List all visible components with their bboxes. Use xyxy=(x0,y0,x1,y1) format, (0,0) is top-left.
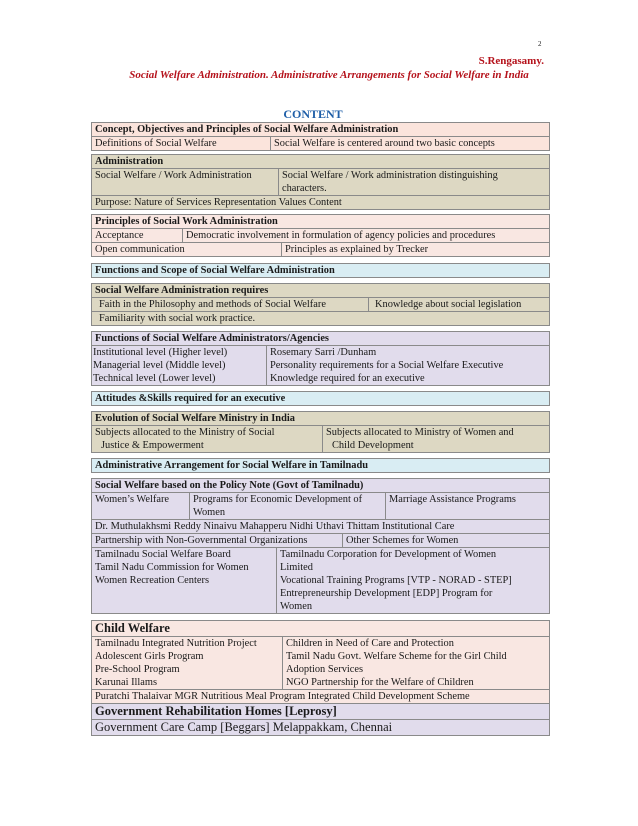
list-item: Adolescent Girls Program xyxy=(95,651,204,662)
section-heading: Government Rehabilitation Homes [Leprosy] xyxy=(95,704,337,718)
cell: Dr. Muthulakhsmi Reddy Ninaivu Mahapperu Nidhi Uthavi Thittam Institutional Care xyxy=(95,521,455,532)
cell-line: Justice & Empowerment xyxy=(101,440,204,451)
list-item: Women xyxy=(280,601,313,612)
cell: Government Care Camp [Beggars] Melappakkam, Chennai xyxy=(95,720,393,734)
section-heading: Concept, Objectives and Principles of Social Welfare Administration xyxy=(95,124,399,135)
cell: Purpose: Nature of Services Representation Values Content xyxy=(95,197,342,208)
cell xyxy=(282,637,549,689)
cell: Puratchi Thalaivar MGR Nutritious Meal Program Integrated Child Development Scheme xyxy=(95,691,470,702)
list-item: Pre-School Program xyxy=(95,664,180,675)
list-item: Technical level (Lower level) xyxy=(93,373,216,384)
section-requires xyxy=(91,283,550,326)
cell: Faith in the Philosophy and methods of Social Welfare xyxy=(99,299,326,310)
section-concept xyxy=(91,122,550,151)
list-item: Tamil Nadu Govt. Welfare Scheme for the Girl Child xyxy=(286,651,507,662)
list-item: Managerial level (Middle level) xyxy=(93,360,226,371)
list-item: Knowledge required for an executive xyxy=(270,373,425,384)
list-item: Karunai Illams xyxy=(95,677,158,688)
list-item: Limited xyxy=(280,562,313,573)
cell: Other Schemes for Women xyxy=(342,534,549,547)
list-item: Tamilnadu Corporation for Development of Women xyxy=(280,549,497,560)
section-heading: Evolution of Social Welfare Ministry in India xyxy=(95,413,295,424)
cell-line: Child Development xyxy=(332,440,414,451)
author-name: S.Rengasamy. xyxy=(478,55,544,67)
cell xyxy=(322,426,549,452)
page-number: 2 xyxy=(538,40,542,48)
cell xyxy=(278,169,549,195)
list-item: NGO Partnership for the Welfare of Children xyxy=(286,677,474,688)
section-tamilnadu xyxy=(91,458,550,473)
cell: Principles as explained by Trecker xyxy=(281,243,549,256)
cell: Knowledge about social legislation xyxy=(368,298,549,311)
cell xyxy=(92,346,266,385)
list-item: Entrepreneurship Development [EDP] Program for xyxy=(280,588,493,599)
list-item: Adoption Services xyxy=(286,664,364,675)
cell-line: Subjects allocated to the Ministry of Social xyxy=(95,427,275,438)
cell xyxy=(266,346,549,385)
cell: Democratic involvement in formulation of agency policies and procedures xyxy=(182,229,549,242)
list-item: Personality requirements for a Social Welfare Executive xyxy=(270,360,504,371)
section-heading: Administrative Arrangement for Social Welfare in Tamilnadu xyxy=(95,460,369,471)
cell-line: Subjects allocated to Ministry of Women and xyxy=(326,427,514,438)
cell xyxy=(189,493,385,519)
section-attitudes xyxy=(91,391,550,406)
cell xyxy=(276,548,549,613)
section-heading: Child Welfare xyxy=(95,621,170,635)
list-item: Tamilnadu Social Welfare Board xyxy=(95,549,231,560)
section-heading: Administration xyxy=(95,156,164,167)
section-heading: Functions and Scope of Social Welfare Administration xyxy=(95,265,335,276)
cell: Acceptance xyxy=(95,230,144,241)
section-evolution xyxy=(91,411,550,453)
cell: Women’s Welfare xyxy=(95,494,170,505)
cell: Partnership with Non-Governmental Organizations xyxy=(95,535,308,546)
document-subtitle: Social Welfare Administration. Administrative Arrangements for Social Welfare in India xyxy=(129,69,529,81)
section-heading: Social Welfare Administration requires xyxy=(95,285,269,296)
content-title: CONTENT xyxy=(283,107,343,121)
cell-line: Social Welfare / Work administration distinguishing xyxy=(282,170,498,181)
section-heading: Functions of Social Welfare Administrators/Agencies xyxy=(95,333,329,344)
cell xyxy=(92,548,276,613)
list-item: Tamilnadu Integrated Nutrition Project xyxy=(95,638,257,649)
list-item: Vocational Training Programs [VTP - NORAD - STEP] xyxy=(280,575,512,586)
cell: Definitions of Social Welfare xyxy=(95,138,217,149)
list-item: Rosemary Sarri /Dunham xyxy=(270,347,377,358)
list-item: Children in Need of Care and Protection xyxy=(286,638,454,649)
section-heading: Attitudes &Skills required for an executive xyxy=(95,393,286,404)
cell-line: Women xyxy=(193,507,226,518)
list-item: Institutional level (Higher level) xyxy=(93,347,228,358)
section-administrators xyxy=(91,331,550,386)
cell: Open communication xyxy=(95,244,185,255)
section-heading: Principles of Social Work Administration xyxy=(95,216,278,227)
cell xyxy=(92,426,322,452)
section-principles xyxy=(91,214,550,257)
section-administration xyxy=(91,154,550,210)
cell xyxy=(92,637,282,689)
list-item: Tamil Nadu Commission for Women xyxy=(95,562,249,573)
section-policy-note xyxy=(91,478,550,614)
cell: Social Welfare is centered around two basic concepts xyxy=(270,137,549,150)
list-item: Women Recreation Centers xyxy=(95,575,209,586)
section-functions-scope xyxy=(91,263,550,278)
cell: Familiarity with social work practice. xyxy=(99,313,256,324)
cell-line: Programs for Economic Development of xyxy=(193,494,363,505)
cell: Social Welfare / Work Administration xyxy=(95,170,252,181)
section-heading: Social Welfare based on the Policy Note (Govt of Tamilnadu) xyxy=(95,480,364,491)
cell: Marriage Assistance Programs xyxy=(385,493,549,519)
section-rehabilitation xyxy=(91,703,550,736)
cell-line: characters. xyxy=(282,183,327,194)
section-child-welfare xyxy=(91,620,550,704)
